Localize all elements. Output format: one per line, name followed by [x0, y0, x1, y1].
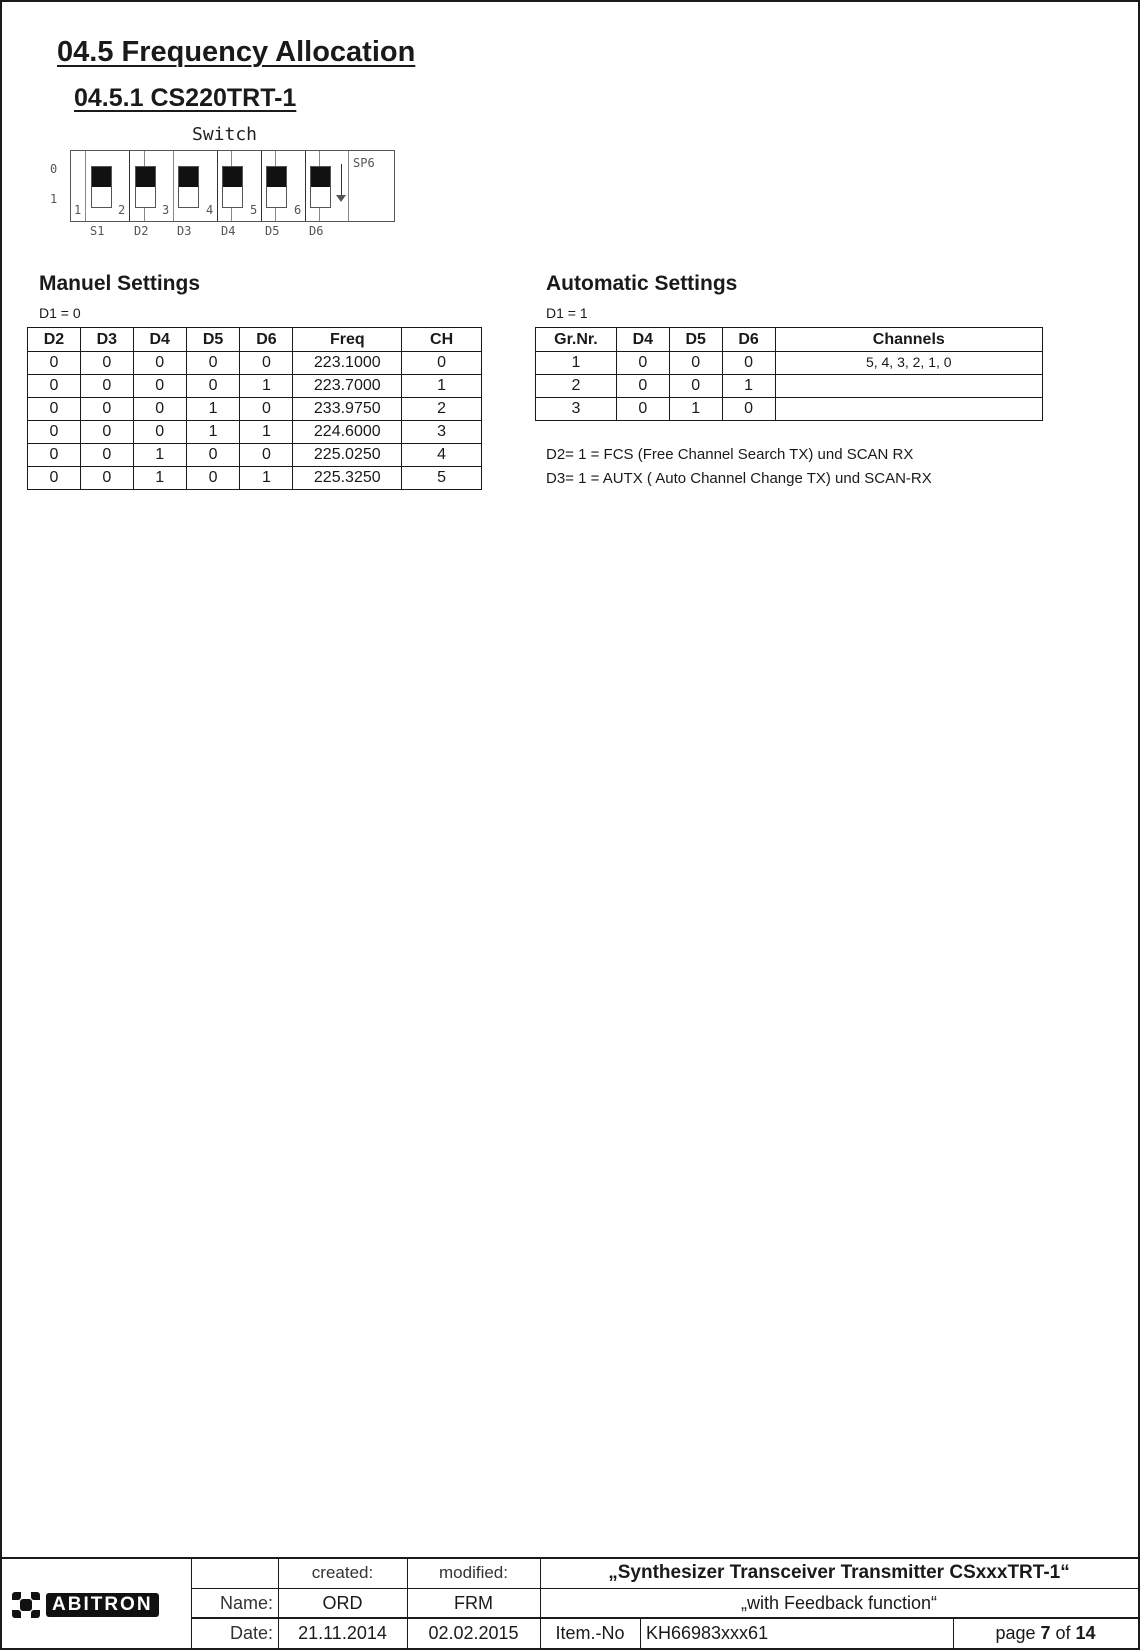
- automatic-condition: D1 = 1: [546, 305, 588, 321]
- table-cell: 224.6000: [293, 421, 402, 444]
- column-header: Gr.Nr.: [536, 328, 617, 352]
- dip-switch-d5: [266, 166, 287, 208]
- switch-title: Switch: [192, 124, 258, 145]
- manual-settings-table: [27, 327, 482, 490]
- dip-switch-s1: [91, 166, 112, 208]
- arrow-down-icon: [341, 164, 342, 196]
- table-cell: 0: [616, 398, 669, 421]
- table-cell: 233.9750: [293, 398, 402, 421]
- table-cell: 0: [616, 375, 669, 398]
- table-cell: 0: [186, 352, 240, 375]
- page-prefix: page: [995, 1623, 1036, 1643]
- automatic-settings-table: [535, 327, 1043, 421]
- table-cell: 3: [402, 421, 482, 444]
- modified-date: 02.02.2015: [428, 1623, 519, 1643]
- table-cell: 0: [28, 444, 81, 467]
- table-header-row: [536, 328, 1043, 352]
- column-header: D4: [616, 328, 669, 352]
- table-cell: 1: [186, 398, 240, 421]
- table-cell: 0: [80, 375, 133, 398]
- table-cell: 0: [240, 398, 293, 421]
- created-name: ORD: [322, 1592, 363, 1613]
- arrowhead-icon: [336, 195, 346, 202]
- table-row: [536, 398, 1043, 421]
- document-title: „Synthesizer Transceiver Transmitter CSxxxTRT-1“: [608, 1562, 1070, 1583]
- table-cell: 1: [240, 375, 293, 398]
- item-no-value: KH66983xxx61: [646, 1623, 769, 1643]
- created-date: 21.11.2014: [298, 1623, 387, 1643]
- logo-text: ABITRON: [46, 1593, 159, 1617]
- table-row: [28, 444, 482, 467]
- table-row: [28, 352, 482, 375]
- page-number: [953, 1619, 1138, 1648]
- table-cell: 1: [186, 421, 240, 444]
- table-cell: 5, 4, 3, 2, 1, 0: [775, 352, 1042, 375]
- table-row: [28, 375, 482, 398]
- table-cell: 0: [186, 467, 240, 490]
- manual-settings-title: Manuel Settings: [39, 272, 201, 295]
- note-d2: D2= 1 = FCS (Free Channel Search TX) und SCAN RX: [546, 446, 914, 463]
- table-cell: 2: [402, 398, 482, 421]
- column-header: D3: [80, 328, 133, 352]
- page-current: 7: [1040, 1623, 1051, 1643]
- table-row: [28, 467, 482, 490]
- table-row: [536, 375, 1043, 398]
- table-cell: 223.7000: [293, 375, 402, 398]
- switch-label-d4: D4: [221, 224, 236, 238]
- table-cell: 0: [240, 444, 293, 467]
- table-cell: 3: [536, 398, 617, 421]
- table-cell: 0: [80, 421, 133, 444]
- switch-label-d6: D6: [309, 224, 324, 238]
- table-cell: 225.3250: [293, 467, 402, 490]
- switch-position-5: 5: [250, 203, 258, 217]
- note-d3: D3= 1 = AUTX ( Auto Channel Change TX) und SCAN-RX: [546, 470, 932, 487]
- dip-switch-d2: [135, 166, 156, 208]
- switch-position-3: 3: [162, 203, 170, 217]
- switch-label-d2: D2: [134, 224, 149, 238]
- switch-label-s1: S1: [90, 224, 105, 238]
- table-cell: 0: [722, 352, 775, 375]
- name-label: Name:: [219, 1592, 273, 1613]
- item-no-label: Item.-No: [555, 1623, 625, 1643]
- automatic-settings-title: Automatic Settings: [546, 272, 738, 295]
- dip-switch-d4: [222, 166, 243, 208]
- switch-label-d5: D5: [265, 224, 280, 238]
- table-cell: 0: [28, 375, 81, 398]
- table-row: [28, 398, 482, 421]
- table-cell: 1: [240, 421, 293, 444]
- table-cell: 0: [722, 398, 775, 421]
- table-row: [28, 421, 482, 444]
- table-cell: 5: [402, 467, 482, 490]
- dip-switch-d3: [178, 166, 199, 208]
- table-cell: 1: [669, 398, 722, 421]
- column-header: D6: [722, 328, 775, 352]
- table-cell: 223.1000: [293, 352, 402, 375]
- table-cell: 0: [133, 352, 186, 375]
- switch-label-one: 1: [50, 192, 58, 206]
- table-cell: [775, 375, 1042, 398]
- table-cell: [775, 398, 1042, 421]
- table-cell: 1: [133, 467, 186, 490]
- switch-position-2: 2: [118, 203, 126, 217]
- modified-name: FRM: [454, 1592, 493, 1613]
- column-header: CH: [402, 328, 482, 352]
- created-label: created:: [311, 1563, 374, 1582]
- table-cell: 4: [402, 444, 482, 467]
- table-cell: 1: [722, 375, 775, 398]
- date-label: Date:: [229, 1623, 273, 1643]
- table-cell: 0: [133, 398, 186, 421]
- table-cell: 0: [133, 421, 186, 444]
- table-cell: 0: [28, 421, 81, 444]
- switch-position-6: 6: [294, 203, 302, 217]
- page-of: of: [1055, 1623, 1071, 1643]
- modified-label: modified:: [439, 1563, 508, 1582]
- table-cell: 0: [80, 352, 133, 375]
- table-cell: 225.0250: [293, 444, 402, 467]
- sp6-label: SP6: [353, 156, 375, 170]
- table-cell: 1: [133, 444, 186, 467]
- table-cell: 0: [669, 352, 722, 375]
- abitron-logo: [12, 1592, 159, 1618]
- logo-mark-icon: [12, 1592, 40, 1618]
- table-cell: 0: [669, 375, 722, 398]
- table-cell: 2: [536, 375, 617, 398]
- column-header: Freq: [293, 328, 402, 352]
- table-header-row: [28, 328, 482, 352]
- switch-position-4: 4: [206, 203, 214, 217]
- table-cell: 0: [80, 398, 133, 421]
- column-header: D2: [28, 328, 81, 352]
- section-heading: 04.5 Frequency Allocation: [57, 36, 416, 68]
- switch-position-1: 1: [74, 203, 82, 217]
- dip-switch-d6: [310, 166, 331, 208]
- table-cell: 0: [133, 375, 186, 398]
- table-cell: 1: [402, 375, 482, 398]
- column-header: Channels: [775, 328, 1042, 352]
- table-cell: 0: [80, 467, 133, 490]
- table-cell: 0: [28, 398, 81, 421]
- manual-condition: D1 = 0: [39, 305, 81, 321]
- table-cell: 1: [536, 352, 617, 375]
- table-row: [536, 352, 1043, 375]
- table-cell: 0: [28, 467, 81, 490]
- table-cell: 0: [402, 352, 482, 375]
- table-cell: 1: [240, 467, 293, 490]
- column-header: D4: [133, 328, 186, 352]
- table-cell: 0: [616, 352, 669, 375]
- table-cell: 0: [186, 375, 240, 398]
- table-cell: 0: [186, 444, 240, 467]
- document-subtitle: „with Feedback function“: [740, 1592, 938, 1613]
- dip-switch-block: [70, 150, 395, 222]
- column-header: D6: [240, 328, 293, 352]
- table-cell: 0: [240, 352, 293, 375]
- page-total: 14: [1075, 1623, 1096, 1643]
- switch-label-zero: 0: [50, 162, 58, 176]
- column-header: D5: [186, 328, 240, 352]
- table-cell: 0: [28, 352, 81, 375]
- switch-label-d3: D3: [177, 224, 192, 238]
- table-cell: 0: [80, 444, 133, 467]
- column-header: D5: [669, 328, 722, 352]
- subsection-heading: 04.5.1 CS220TRT-1: [74, 84, 297, 112]
